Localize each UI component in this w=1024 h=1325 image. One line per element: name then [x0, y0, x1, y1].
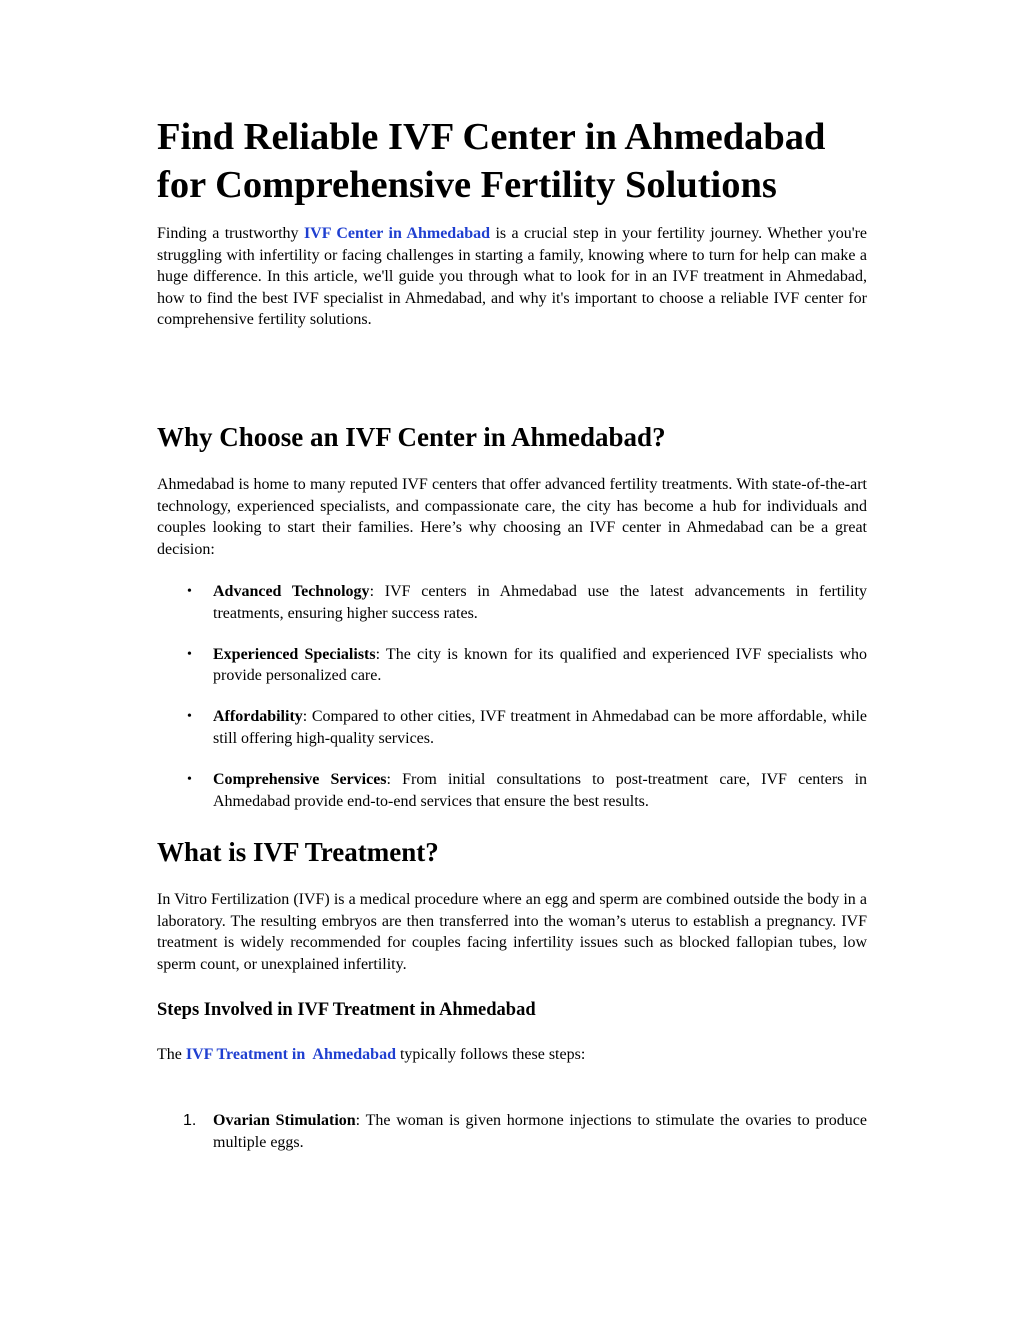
list-item-text: : From initial consultations to post-treatment care, IVF centers in Ahmedabad provide end-to-end services that ensure the best results.	[213, 771, 868, 810]
list-item	[157, 769, 867, 812]
list-item-text: : IVF centers in Ahmedabad use the latest advancements in fertility treatments, ensuring higher success rates.	[213, 583, 868, 622]
bullet-icon: •	[187, 772, 192, 788]
intro-text-after: is a crucial step in your fertility journey. Whether you're struggling with infertility or facing challenges in starting a family, knowing where to turn for help can make a huge difference. In this article, we'll guide you through what to look for in an IVF treatment in Ahmedabad, how to find the best IVF specialist in Ahmedabad, and why it's important to choose a reliable IVF center for comprehensive fertility solutions.	[157, 225, 868, 329]
bullet-icon: •	[187, 646, 192, 662]
bullet-icon: •	[187, 584, 192, 599]
ivf-center-link[interactable]: IVF Center in Ahmedabad	[303, 225, 491, 242]
bullet-icon: •	[187, 709, 192, 725]
intro-paragraph	[157, 223, 867, 331]
list-item	[157, 581, 867, 624]
steps-list	[157, 1110, 867, 1153]
section-heading-why-choose: Why Choose an IVF Center in Ahmedabad?	[157, 422, 666, 452]
list-item	[157, 706, 867, 749]
ivf-treatment-link[interactable]: IVF Treatment in Ahmedabad	[185, 1046, 396, 1063]
steps-intro-before: The	[157, 1046, 186, 1063]
list-item-text: : The city is known for its qualified and experienced IVF specialists who provide personalized care.	[213, 645, 868, 685]
why-choose-paragraph: Ahmedabad is home to many reputed IVF centers that offer advanced fertility treatments. With state-of-the-art technology, experienced specialists, and compassionate care, the city has become a hub for individuals and couples looking to start their families. Here’s why choosing an IVF center in Ahmedabad can be a great decision:	[157, 476, 867, 558]
what-is-ivf-paragraph: In Vitro Fertilization (IVF) is a medical procedure where an egg and sperm are combined outside the body in a laboratory. The resulting embryos are then transferred into the woman’s uterus to establish a pregnancy. IVF treatment is widely recommended for couples facing infertility issues such as blocked fallopian tubes, low sperm count, or unexplained infertility.	[157, 891, 867, 973]
list-item-term: Affordability	[213, 708, 303, 726]
page-title: Find Reliable IVF Center in Ahmedabad for Comprehensive Fertility Solutions	[157, 116, 826, 206]
list-item-text: : Compared to other cities, IVF treatment in Ahmedabad can be more affordable, while still offering high-quality services.	[213, 708, 867, 747]
section-heading-what-is-ivf: What is IVF Treatment?	[157, 837, 439, 867]
list-item-term: Ovarian Stimulation	[213, 1112, 356, 1129]
list-item-term: Advanced Technology	[213, 583, 370, 600]
list-item	[157, 644, 867, 687]
steps-intro-paragraph	[157, 1044, 867, 1066]
list-item-term: Comprehensive Services	[213, 771, 387, 789]
steps-intro-after: typically follows these steps:	[395, 1046, 586, 1063]
intro-text-before: Finding a trustworthy	[157, 225, 304, 242]
list-item	[157, 1110, 867, 1153]
subheading-steps: Steps Involved in IVF Treatment in Ahmedabad	[157, 1000, 536, 1020]
step-number: 1.	[183, 1112, 197, 1129]
list-item-term: Experienced Specialists	[213, 645, 376, 663]
benefits-list	[157, 581, 867, 832]
list-item-text: : The woman is given hormone injections to stimulate the ovaries to produce multiple eggs.	[213, 1112, 868, 1151]
